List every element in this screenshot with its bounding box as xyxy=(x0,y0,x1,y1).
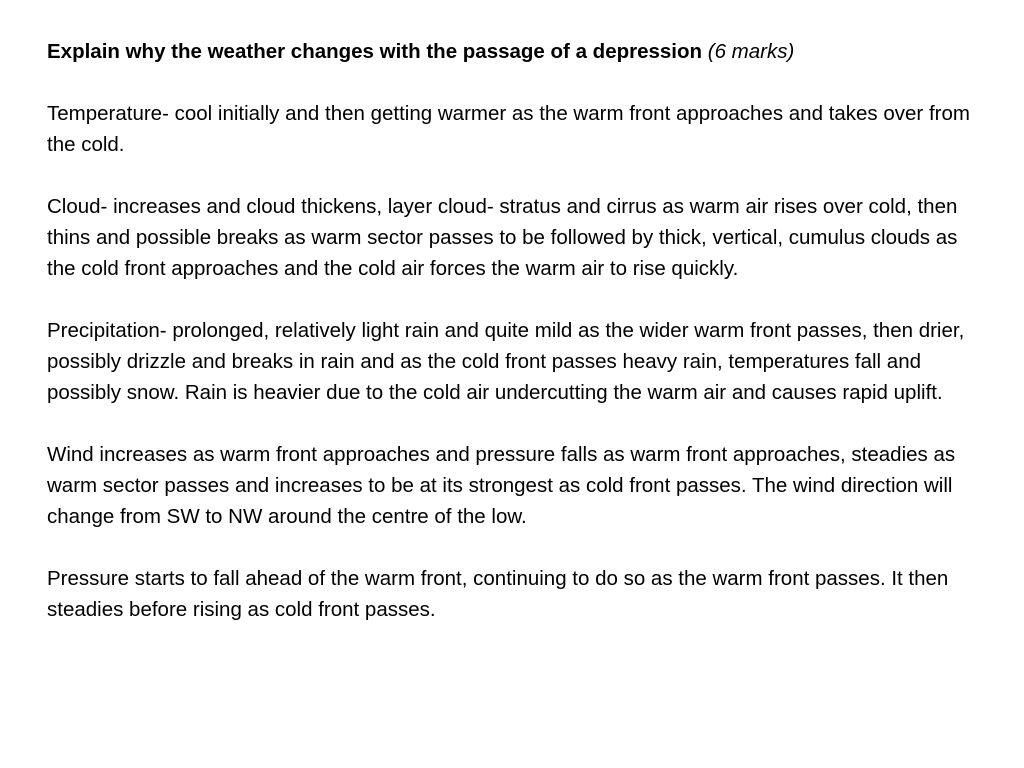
question-heading xyxy=(47,36,972,67)
slide-content xyxy=(47,36,972,625)
pressure-paragraph: Pressure starts to fall ahead of the warm front, continuing to do so as the warm front passes. It then steadies before rising as cold front passes. xyxy=(47,567,949,621)
precipitation-paragraph: Precipitation- prolonged, relatively light rain and quite mild as the wider warm front passes, then drier, possibly drizzle and breaks in rain and as the cold front passes heavy rain, temperatures fall and possibly snow. Rain is heavier due to the cold air undercutting the warm air and causes rapid uplift. xyxy=(47,319,965,404)
cloud-paragraph: Cloud- increases and cloud thickens, layer cloud- stratus and cirrus as warm air rises over cold, then thins and possible breaks as warm sector passes to be followed by thick, vertical, cumulus clouds as the cold front approaches and the cold air forces the warm air to rise quickly. xyxy=(47,195,958,280)
question-title: Explain why the weather changes with the passage of a depression xyxy=(47,40,703,63)
question-marks: (6 marks) xyxy=(707,40,795,63)
temperature-paragraph: Temperature- cool initially and then getting warmer as the warm front approaches and takes over from the cold. xyxy=(47,102,970,156)
wind-paragraph: Wind increases as warm front approaches and pressure falls as warm front approaches, steadies as warm sector passes and increases to be at its strongest as cold front passes. The wind direction will change from SW to NW around the centre of the low. xyxy=(47,443,956,528)
